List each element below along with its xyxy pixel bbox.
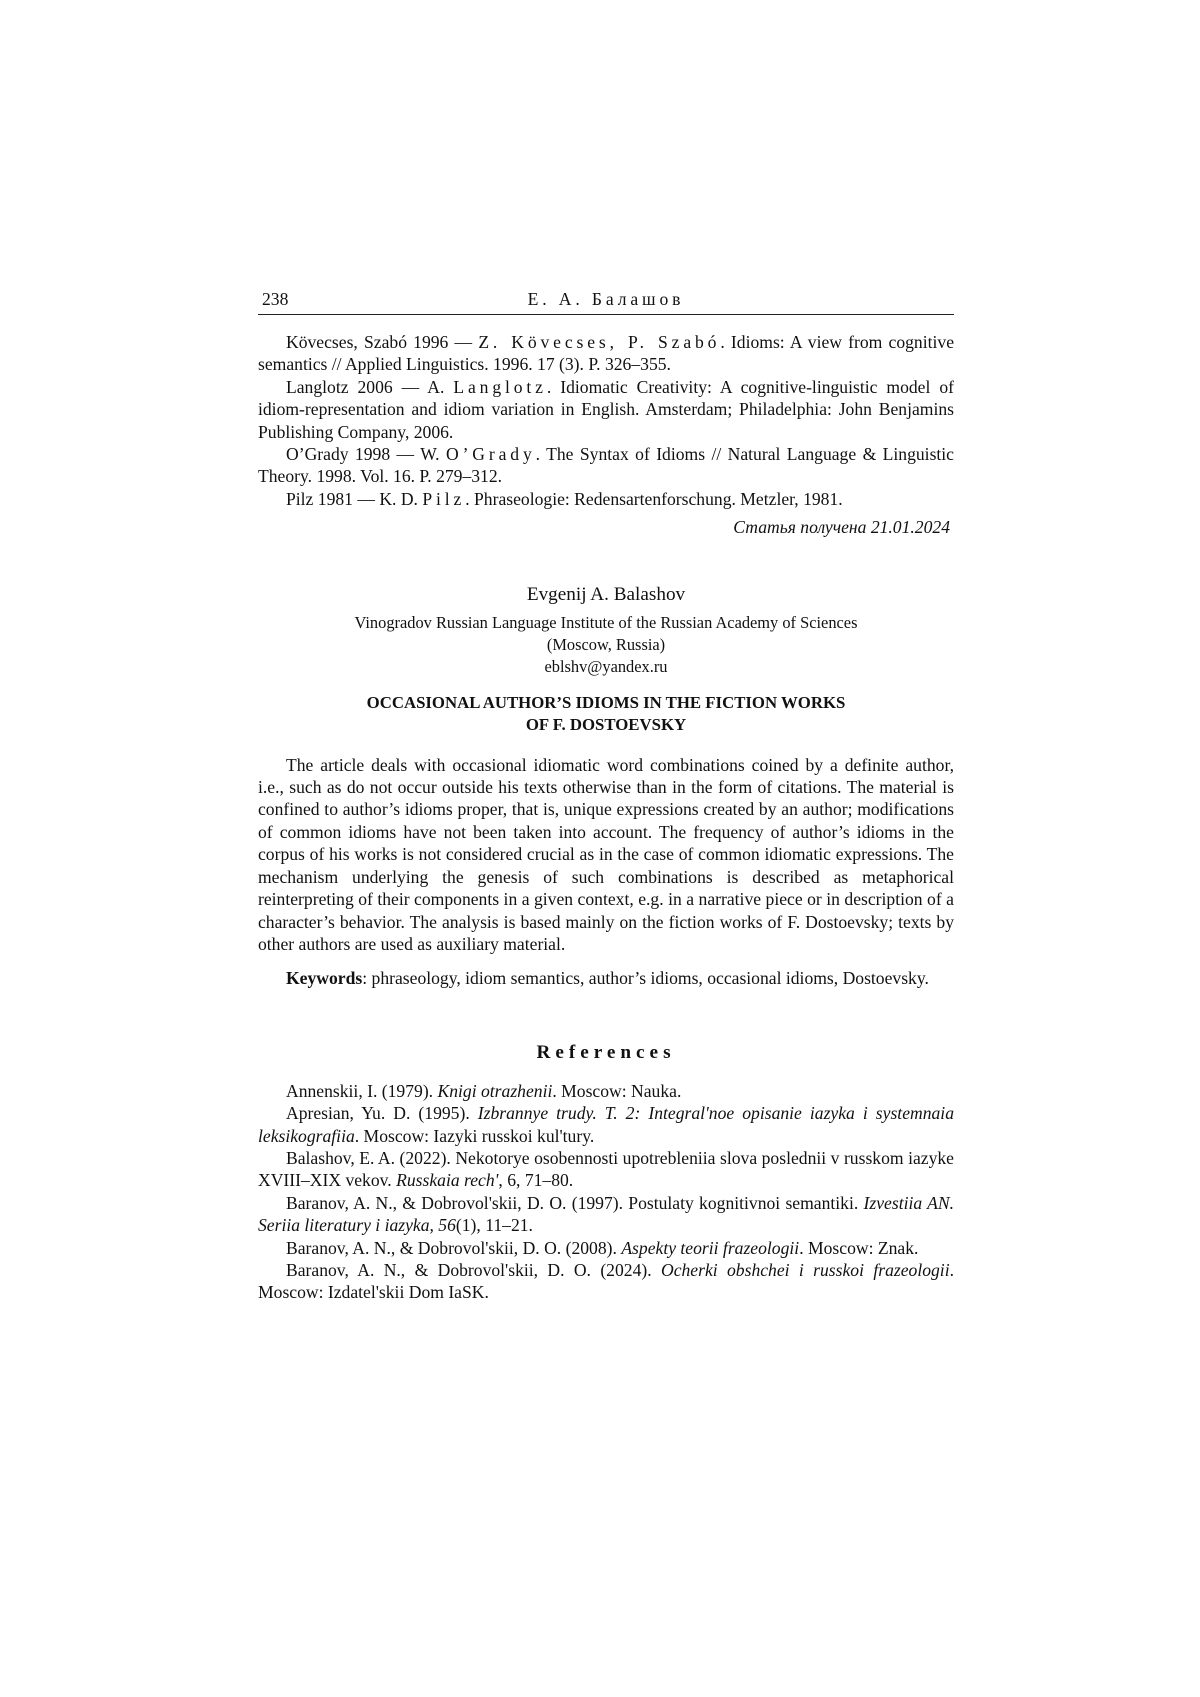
- references-list: [258, 1080, 954, 1304]
- reference-entry: Baranov, A. N., & Dobrovol'skii, D. O. (2024). Ocherki obshchei i russkoi frazeologii. Moscow: Izdatel'skii Dom IaSK.: [258, 1259, 954, 1303]
- keywords: [258, 967, 954, 989]
- author-affiliation: [258, 612, 954, 678]
- reference-entry: Pilz 1981 — K. D. Pilz. Phraseologie: Redensartenforschung. Metzler, 1981.: [286, 488, 843, 509]
- page-number: 238: [262, 289, 289, 309]
- reference-entry: Baranov, A. N., & Dobrovol'skii, D. O. (1997). Postulaty kognitivnoi semantiki. Izvestiia AN. Seriia literatury i iazyka, 56(1), 11–21.: [258, 1192, 954, 1236]
- journal-page: [258, 286, 954, 1304]
- running-title: Е. А. Балашов: [527, 289, 685, 309]
- reference-entry: Annenskii, I. (1979). Knigi otrazhenii. Moscow: Nauka.: [286, 1080, 682, 1101]
- reference-entry: O’Grady 1998 — W. O’Grady. The Syntax of Idioms // Natural Language & Linguistic Theory. 1998. Vol. 16. P. 279–312.: [258, 444, 954, 487]
- reference-entry: Apresian, Yu. D. (1995). Izbrannye trudy. T. 2: Integral'noe opisanie iazyka i systemnaia leksikografiia. Moscow: Iazyki russkoi kul'tury.: [258, 1103, 954, 1146]
- affiliation-location: (Moscow, Russia): [546, 634, 666, 654]
- reference-entry: Langlotz 2006 — A. Langlotz. Idiomatic Creativity: A cognitive-linguistic model of idiom-representation and idiom variation in English. Amsterdam; Philadelphia: John Benjamins Publishing Company, 2006.: [258, 376, 954, 442]
- article-title-en: [258, 692, 954, 736]
- reference-entry: Balashov, E. A. (2022). Nekotorye osobennosti upotrebleniia slova poslednii v russkom iazyke XVIII–XIX vekov. Russkaia rech', 6, 71–80.: [258, 1147, 954, 1191]
- title-line: OF F. DOSTOEVSKY: [525, 714, 687, 734]
- author-name: Evgenij A. Balashov: [526, 583, 686, 605]
- running-head: [258, 286, 954, 315]
- affiliation-institute: Vinogradov Russian Language Institute of the Russian Academy of Sciences: [354, 612, 858, 632]
- abstract: The article deals with occasional idiomatic word combinations coined by a definite author, i.e., such as do not occur outside his texts otherwise than in the form of citations. The material is confined to author’s idioms proper, that is, unique expressions created by an author; modifications of common idioms have not been taken into account. The frequency of author’s idioms in the corpus of his works is not considered crucial as in the case of common idiomatic expressions. The mechanism underlying the genesis of such combinations is described as metaphorical reinterpreting of their components in a given context, e.g. in a narrative piece or in description of a character’s behavior. The analysis is based mainly on the fiction works of F. Dostoevsky; texts by other authors are used as auxiliary material.: [258, 754, 954, 954]
- received-date: Статья получена 21.01.2024: [733, 517, 950, 538]
- keywords-label: Keywords: [286, 968, 363, 989]
- reference-list-continued: [258, 331, 954, 510]
- author-email: eblshv@yandex.ru: [544, 656, 668, 676]
- reference-entry: Baranov, A. N., & Dobrovol'skii, D. O. (2008). Aspekty teorii frazeologii. Moscow: Znak.: [286, 1237, 919, 1258]
- keywords-list: : phraseology, idiom semantics, author’s idioms, occasional idioms, Dostoevsky.: [362, 968, 929, 989]
- title-line: OCCASIONAL AUTHOR’S IDIOMS IN THE FICTION WORKS: [366, 692, 846, 712]
- references-heading: References: [536, 1041, 676, 1063]
- reference-entry: Kövecses, Szabó 1996 — Z. Kövecses, P. Szabó. Idioms: A view from cognitive semantics // Applied Linguistics. 1996. 17 (3). P. 326–355.: [258, 332, 955, 375]
